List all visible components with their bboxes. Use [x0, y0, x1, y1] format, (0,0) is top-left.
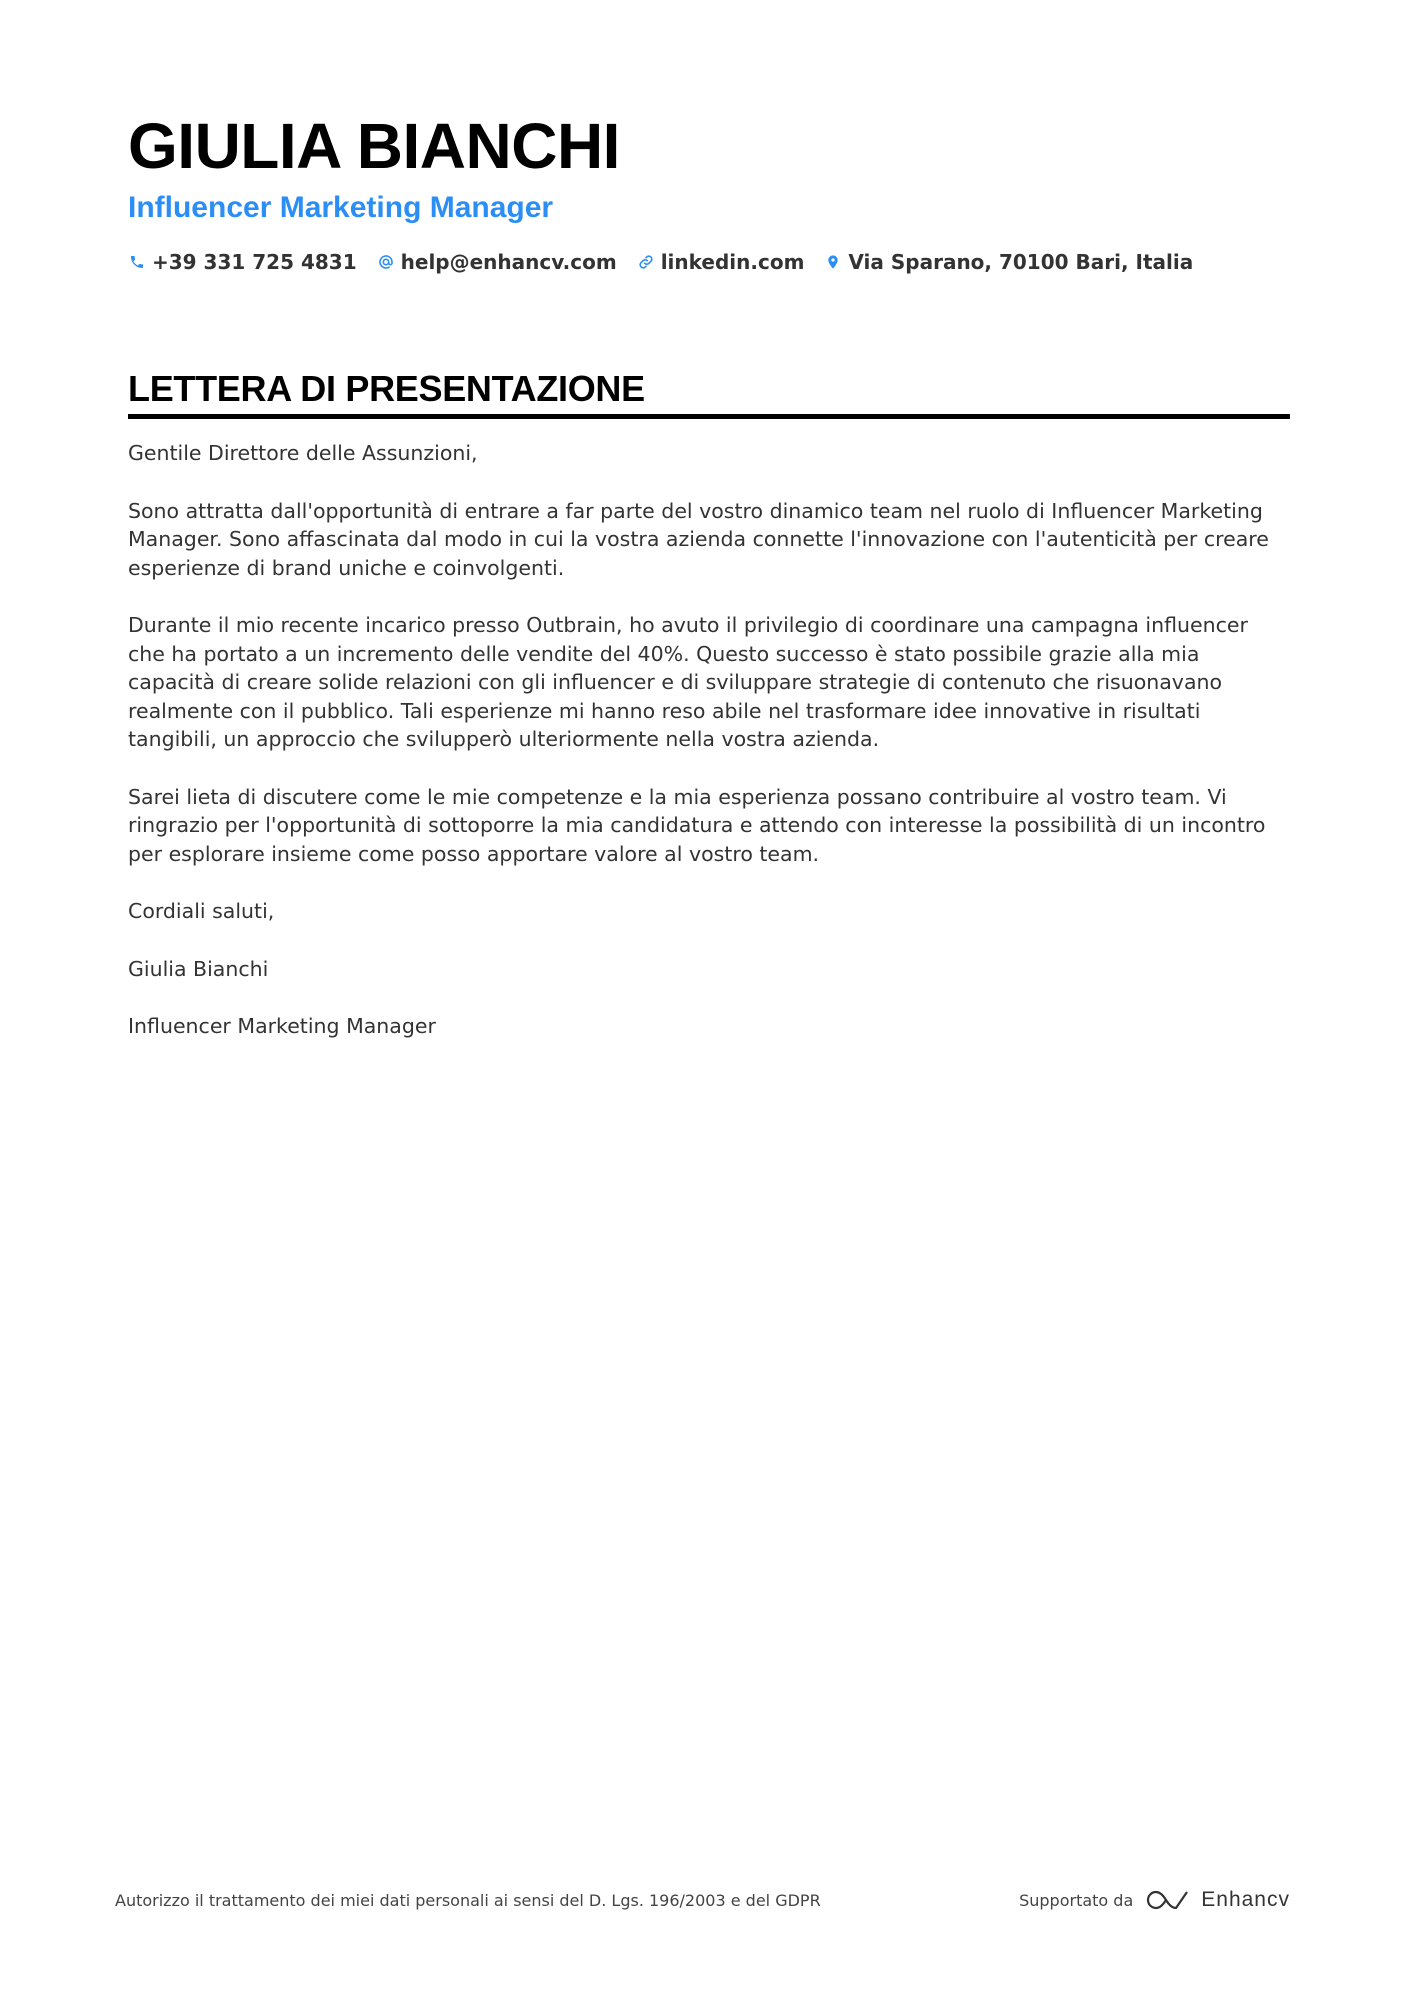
letter-paragraph-3: Sarei lieta di discutere come le mie competenze e la mia esperienza possano contribuire al vostro team. Vi ringrazio per l'opportunità di sottoporre la mia candidatura e attendo con interesse la possibilità di un incontro per esplorare insieme come posso apportare valore al vostro team.	[128, 784, 1266, 866]
contact-info	[128, 250, 1288, 274]
contact-linkedin	[637, 250, 805, 274]
letter-paragraph-1: Sono attratta dall'opportunità di entrare a far parte del vostro dinamico team nel ruolo di Influencer Marketing Manager. Sono affascinata dal modo in cui la vostra azienda connette l'innovazione con l'autenticità per creare esperienze di brand uniche e coinvolgenti.	[128, 498, 1269, 580]
cover-letter-section	[128, 366, 1290, 1070]
candidate-name: GIULIA BIANCHI	[128, 110, 620, 182]
signature-title: Influencer Marketing Manager	[128, 1014, 436, 1038]
email-address[interactable]: help@enhancv.com	[400, 250, 617, 274]
signature-name: Giulia Bianchi	[128, 956, 269, 981]
privacy-consent: Autorizzo il trattamento dei miei dati personali ai sensi del D. Lgs. 196/2003 e del GDPR	[115, 1890, 821, 1910]
contact-email	[377, 250, 617, 274]
salutation: Gentile Direttore delle Assunzioni,	[128, 441, 478, 465]
powered-by-label: Supportato da	[1019, 1890, 1134, 1910]
enhancv-logo-icon	[1145, 1888, 1191, 1912]
job-title: Influencer Marketing Manager	[128, 191, 554, 224]
letter-paragraph-2: Durante il mio recente incarico presso Outbrain, ho avuto il privilegio di coordinare una campagna influencer che ha portato a un incremento delle vendite del 40%. Questo successo è stato possibile grazie alla mia capacità di creare solide relazioni con gli influencer e di sviluppare strategie di contenuto che risuonavano realmente con il pubblico. Tali esperienze mi hanno reso abile nel trasformare idee innovative in risultati tangibili, un approccio che svilupperò ulteriormente nella vostra azienda.	[128, 613, 1248, 751]
linkedin-link[interactable]: linkedin.com	[660, 250, 805, 274]
closing: Cordiali saluti,	[128, 899, 275, 923]
letter-body	[128, 439, 1290, 1041]
header	[128, 108, 1288, 274]
at-icon	[377, 253, 395, 271]
link-icon	[637, 253, 655, 271]
phone-icon	[128, 253, 146, 271]
footer	[115, 1888, 1290, 1912]
phone-number[interactable]: +39 331 725 4831	[152, 250, 357, 274]
location-pin-icon	[824, 253, 842, 271]
section-title: LETTERA DI PRESENTAZIONE	[128, 368, 645, 409]
enhancv-brand: Enhancv	[1201, 1888, 1290, 1911]
powered-by[interactable]	[1019, 1888, 1290, 1912]
contact-phone	[128, 250, 357, 274]
contact-location	[824, 250, 1193, 274]
section-divider	[128, 414, 1290, 419]
address: Via Sparano, 70100 Bari, Italia	[848, 250, 1194, 274]
